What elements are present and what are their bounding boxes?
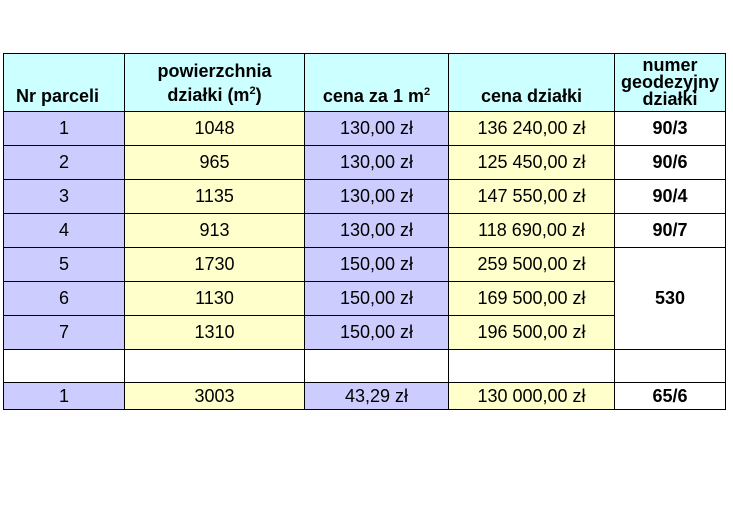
header-powierzchnia-line1: powierzchnia xyxy=(157,61,272,81)
cell-cena-dzialki: 147 550,00 zł xyxy=(449,180,615,214)
table-row xyxy=(4,214,726,248)
cell-cena-dzialki: 125 450,00 zł xyxy=(449,146,615,180)
header-numer-geodezyjny xyxy=(615,54,726,112)
cell-cena-za-m2: 150,00 zł xyxy=(305,316,449,350)
cell-powierzchnia: 913 xyxy=(125,214,305,248)
header-powierzchnia xyxy=(125,54,305,112)
cell-cena-dzialki: 169 500,00 zł xyxy=(449,282,615,316)
table-row xyxy=(4,112,726,146)
cell-powierzchnia: 1310 xyxy=(125,316,305,350)
cell-numer-geodezyjny: 90/3 xyxy=(615,112,726,146)
cell-powierzchnia: 3003 xyxy=(125,383,305,410)
cell-numer-geodezyjny-merged: 530 xyxy=(615,248,726,350)
cell-powierzchnia: 1130 xyxy=(125,282,305,316)
header-cena-za-m2-sup: 2 xyxy=(423,86,431,98)
cell-cena-za-m2: 130,00 zł xyxy=(305,112,449,146)
table-header-row xyxy=(4,54,726,112)
header-cena-dzialki: cena działki xyxy=(449,54,615,112)
parcel-price-table xyxy=(3,53,726,410)
cell-cena-za-m2: 150,00 zł xyxy=(305,248,449,282)
cell-empty xyxy=(449,350,615,383)
cell-nr-parceli: 4 xyxy=(4,214,125,248)
cell-empty xyxy=(305,350,449,383)
cell-powierzchnia: 1048 xyxy=(125,112,305,146)
table-row xyxy=(4,248,726,282)
cell-cena-dzialki: 259 500,00 zł xyxy=(449,248,615,282)
cell-nr-parceli: 2 xyxy=(4,146,125,180)
header-powierzchnia-end: ) xyxy=(255,85,262,105)
cell-powierzchnia: 1730 xyxy=(125,248,305,282)
table-row xyxy=(4,180,726,214)
cell-cena-za-m2: 150,00 zł xyxy=(305,282,449,316)
header-nr-parceli: Nr parceli xyxy=(4,54,125,112)
cell-nr-parceli: 3 xyxy=(4,180,125,214)
cell-nr-parceli: 1 xyxy=(4,383,125,410)
cell-cena-za-m2: 130,00 zł xyxy=(305,146,449,180)
cell-nr-parceli: 6 xyxy=(4,282,125,316)
table-row xyxy=(4,383,726,410)
cell-numer-geodezyjny: 90/4 xyxy=(615,180,726,214)
cell-numer-geodezyjny: 90/7 xyxy=(615,214,726,248)
header-numer-line3: działki xyxy=(642,89,698,109)
cell-cena-dzialki: 196 500,00 zł xyxy=(449,316,615,350)
cell-cena-dzialki: 136 240,00 zł xyxy=(449,112,615,146)
cell-empty xyxy=(4,350,125,383)
cell-cena-za-m2: 43,29 zł xyxy=(305,383,449,410)
cell-nr-parceli: 7 xyxy=(4,316,125,350)
cell-cena-dzialki: 130 000,00 zł xyxy=(449,383,615,410)
cell-cena-za-m2: 130,00 zł xyxy=(305,214,449,248)
cell-numer-geodezyjny: 90/6 xyxy=(615,146,726,180)
header-cena-za-m2 xyxy=(305,54,449,112)
table-row xyxy=(4,146,726,180)
cell-powierzchnia: 965 xyxy=(125,146,305,180)
cell-powierzchnia: 1135 xyxy=(125,180,305,214)
cell-empty xyxy=(125,350,305,383)
cell-cena-za-m2: 130,00 zł xyxy=(305,180,449,214)
cell-nr-parceli: 5 xyxy=(4,248,125,282)
cell-cena-dzialki: 118 690,00 zł xyxy=(449,214,615,248)
header-cena-za-m2-text: cena za 1 m xyxy=(322,86,424,106)
cell-nr-parceli: 1 xyxy=(4,112,125,146)
cell-empty xyxy=(615,350,726,383)
header-powierzchnia-sup: 2 xyxy=(249,85,256,97)
table-row-empty xyxy=(4,350,726,383)
cell-numer-geodezyjny: 65/6 xyxy=(615,383,726,410)
header-numer-line2: geodezyjny xyxy=(620,72,720,92)
header-powierzchnia-line2: działki (m xyxy=(167,85,250,105)
header-numer-line1: numer xyxy=(642,55,698,75)
